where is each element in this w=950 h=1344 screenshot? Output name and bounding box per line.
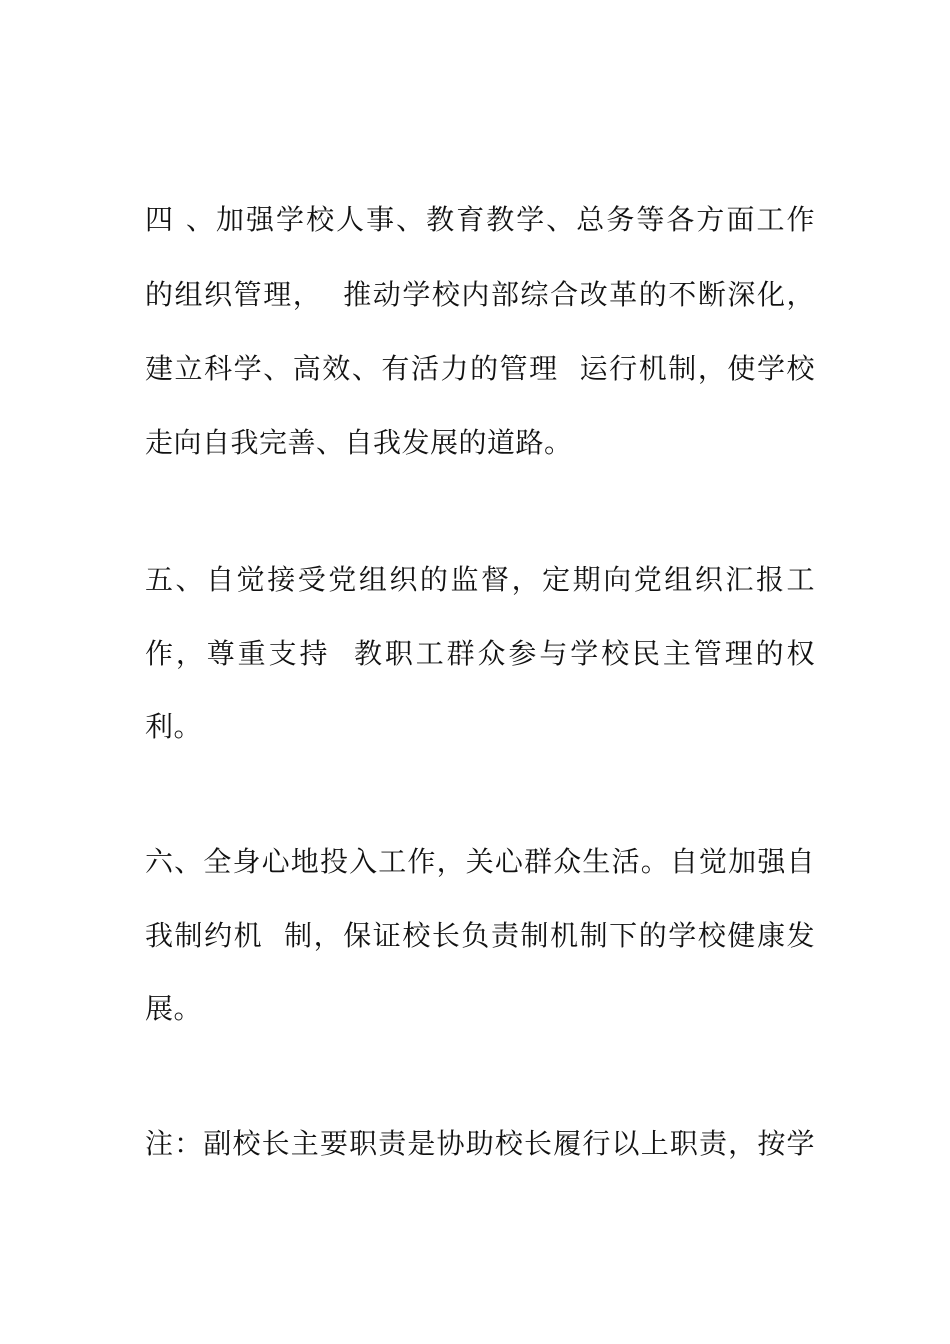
paragraph-4-line-1: 四 、加强学校人事、教育教学、总务等各方面工作 [145,203,815,236]
paragraph-4-line-4: 走向自我完善、自我发展的道路。 [145,426,573,459]
paragraph-4-line-2: 的组织管理， 推动学校内部综合改革的不断深化， [145,278,815,311]
paragraph-5-line-2: 作，尊重支持 教职工群众参与学校民主管理的权 [145,637,815,670]
paragraph-5-line-3: 利。 [145,710,203,743]
note-line-1: 注：副校长主要职责是协助校长履行以上职责，按学 [145,1127,815,1160]
paragraph-6-line-1: 六、全身心地投入工作，关心群众生活。自觉加强自 [145,845,815,878]
paragraph-5-line-1: 五、自觉接受党组织的监督，定期向党组织汇报工 [145,563,815,596]
paragraph-6-line-3: 展。 [145,992,203,1025]
paragraph-4-line-3: 建立科学、高效、有活力的管理 运行机制，使学校 [145,352,815,385]
paragraph-6-line-2: 我制约机 制，保证校长负责制机制下的学校健康发 [145,919,815,952]
